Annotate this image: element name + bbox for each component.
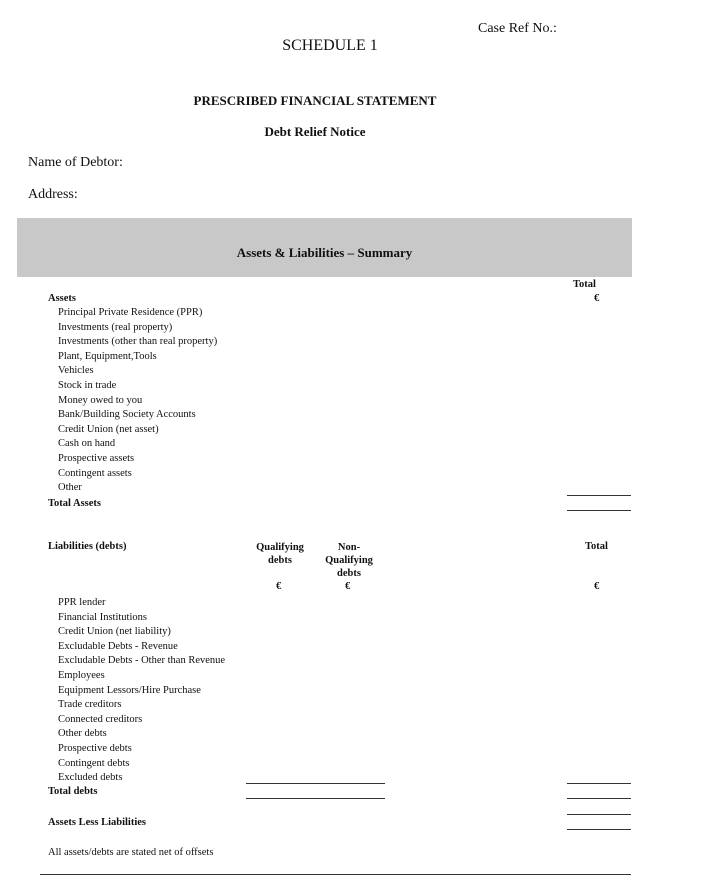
liability-item: Connected creditors (58, 713, 143, 725)
qualifying-debts-column-header: Qualifying debts (256, 542, 304, 566)
total-debts-line (246, 798, 385, 799)
debtor-address-label: Address: (28, 187, 78, 202)
qualifying-currency-label: € (276, 581, 282, 592)
asset-item: Contingent assets (58, 467, 132, 479)
asset-item: Vehicles (58, 365, 94, 377)
liability-item: Excluded debts (58, 772, 123, 784)
liability-item: Contingent debts (58, 757, 130, 769)
summary-banner (17, 218, 632, 277)
total-debts-total-line (567, 798, 631, 799)
asset-item: Stock in trade (58, 380, 117, 391)
liability-item: Credit Union (net liability) (58, 626, 171, 638)
asset-item: Other (58, 482, 82, 494)
liability-item: Equipment Lessors/Hire Purchase (58, 684, 201, 696)
total-assets-label: Total Assets (48, 498, 101, 509)
asset-item: Money owed to you (58, 394, 143, 406)
non-qualifying-currency-label: € (345, 581, 351, 592)
liability-item: PPR lender (58, 597, 106, 608)
page-title: PRESCRIBED FINANCIAL STATEMENT (193, 93, 437, 108)
asset-item: Plant, Equipment,Tools (58, 350, 157, 362)
assets-subtotal-line (567, 495, 631, 496)
debts-total-subtotal-line (567, 783, 631, 784)
liability-item: Excludable Debts - Revenue (58, 640, 178, 652)
summary-banner-title: Assets & Liabilities – Summary (236, 245, 413, 260)
footnote: All assets/debts are stated net of offsets (48, 847, 214, 858)
liability-item: Other debts (58, 728, 107, 740)
asset-item: Investments (other than real property) (58, 336, 218, 348)
asset-item: Principal Private Residence (PPR) (58, 307, 203, 318)
liability-item: Employees (58, 670, 105, 681)
liabilities-heading: Liabilities (debts) (48, 541, 127, 552)
debts-subtotal-line (246, 783, 385, 784)
case-ref-label: Case Ref No.: (478, 21, 557, 36)
assets-currency-label: € (594, 293, 600, 304)
liabilities-total-currency-label: € (594, 581, 600, 592)
footer-rule (40, 874, 631, 875)
debtor-name-label: Name of Debtor: (28, 155, 123, 170)
page-subtitle: Debt Relief Notice (264, 124, 366, 139)
liability-item: Prospective debts (58, 743, 132, 754)
asset-item: Bank/Building Society Accounts (58, 409, 196, 421)
assets-less-liabilities-label: Assets Less Liabilities (48, 817, 147, 828)
liabilities-total-column-header: Total (585, 541, 608, 552)
non-qualifying-debts-column-header: Non-Qualifying debts (325, 542, 373, 579)
net-subtotal-line (567, 814, 631, 815)
schedule-heading: SCHEDULE 1 (282, 37, 378, 54)
total-assets-line (567, 510, 631, 511)
assets-less-liabilities-line (567, 829, 631, 830)
liability-item: Financial Institutions (58, 611, 147, 623)
total-debts-label: Total debts (48, 786, 98, 797)
asset-item: Investments (real property) (58, 321, 173, 333)
liability-item: Excludable Debts - Other than Revenue (58, 655, 226, 667)
asset-item: Prospective assets (58, 453, 135, 464)
assets-heading: Assets (48, 293, 76, 304)
assets-total-column-header: Total (573, 279, 596, 290)
asset-item: Credit Union (net asset) (58, 423, 159, 435)
asset-item: Cash on hand (58, 438, 116, 450)
liability-item: Trade creditors (58, 699, 122, 711)
